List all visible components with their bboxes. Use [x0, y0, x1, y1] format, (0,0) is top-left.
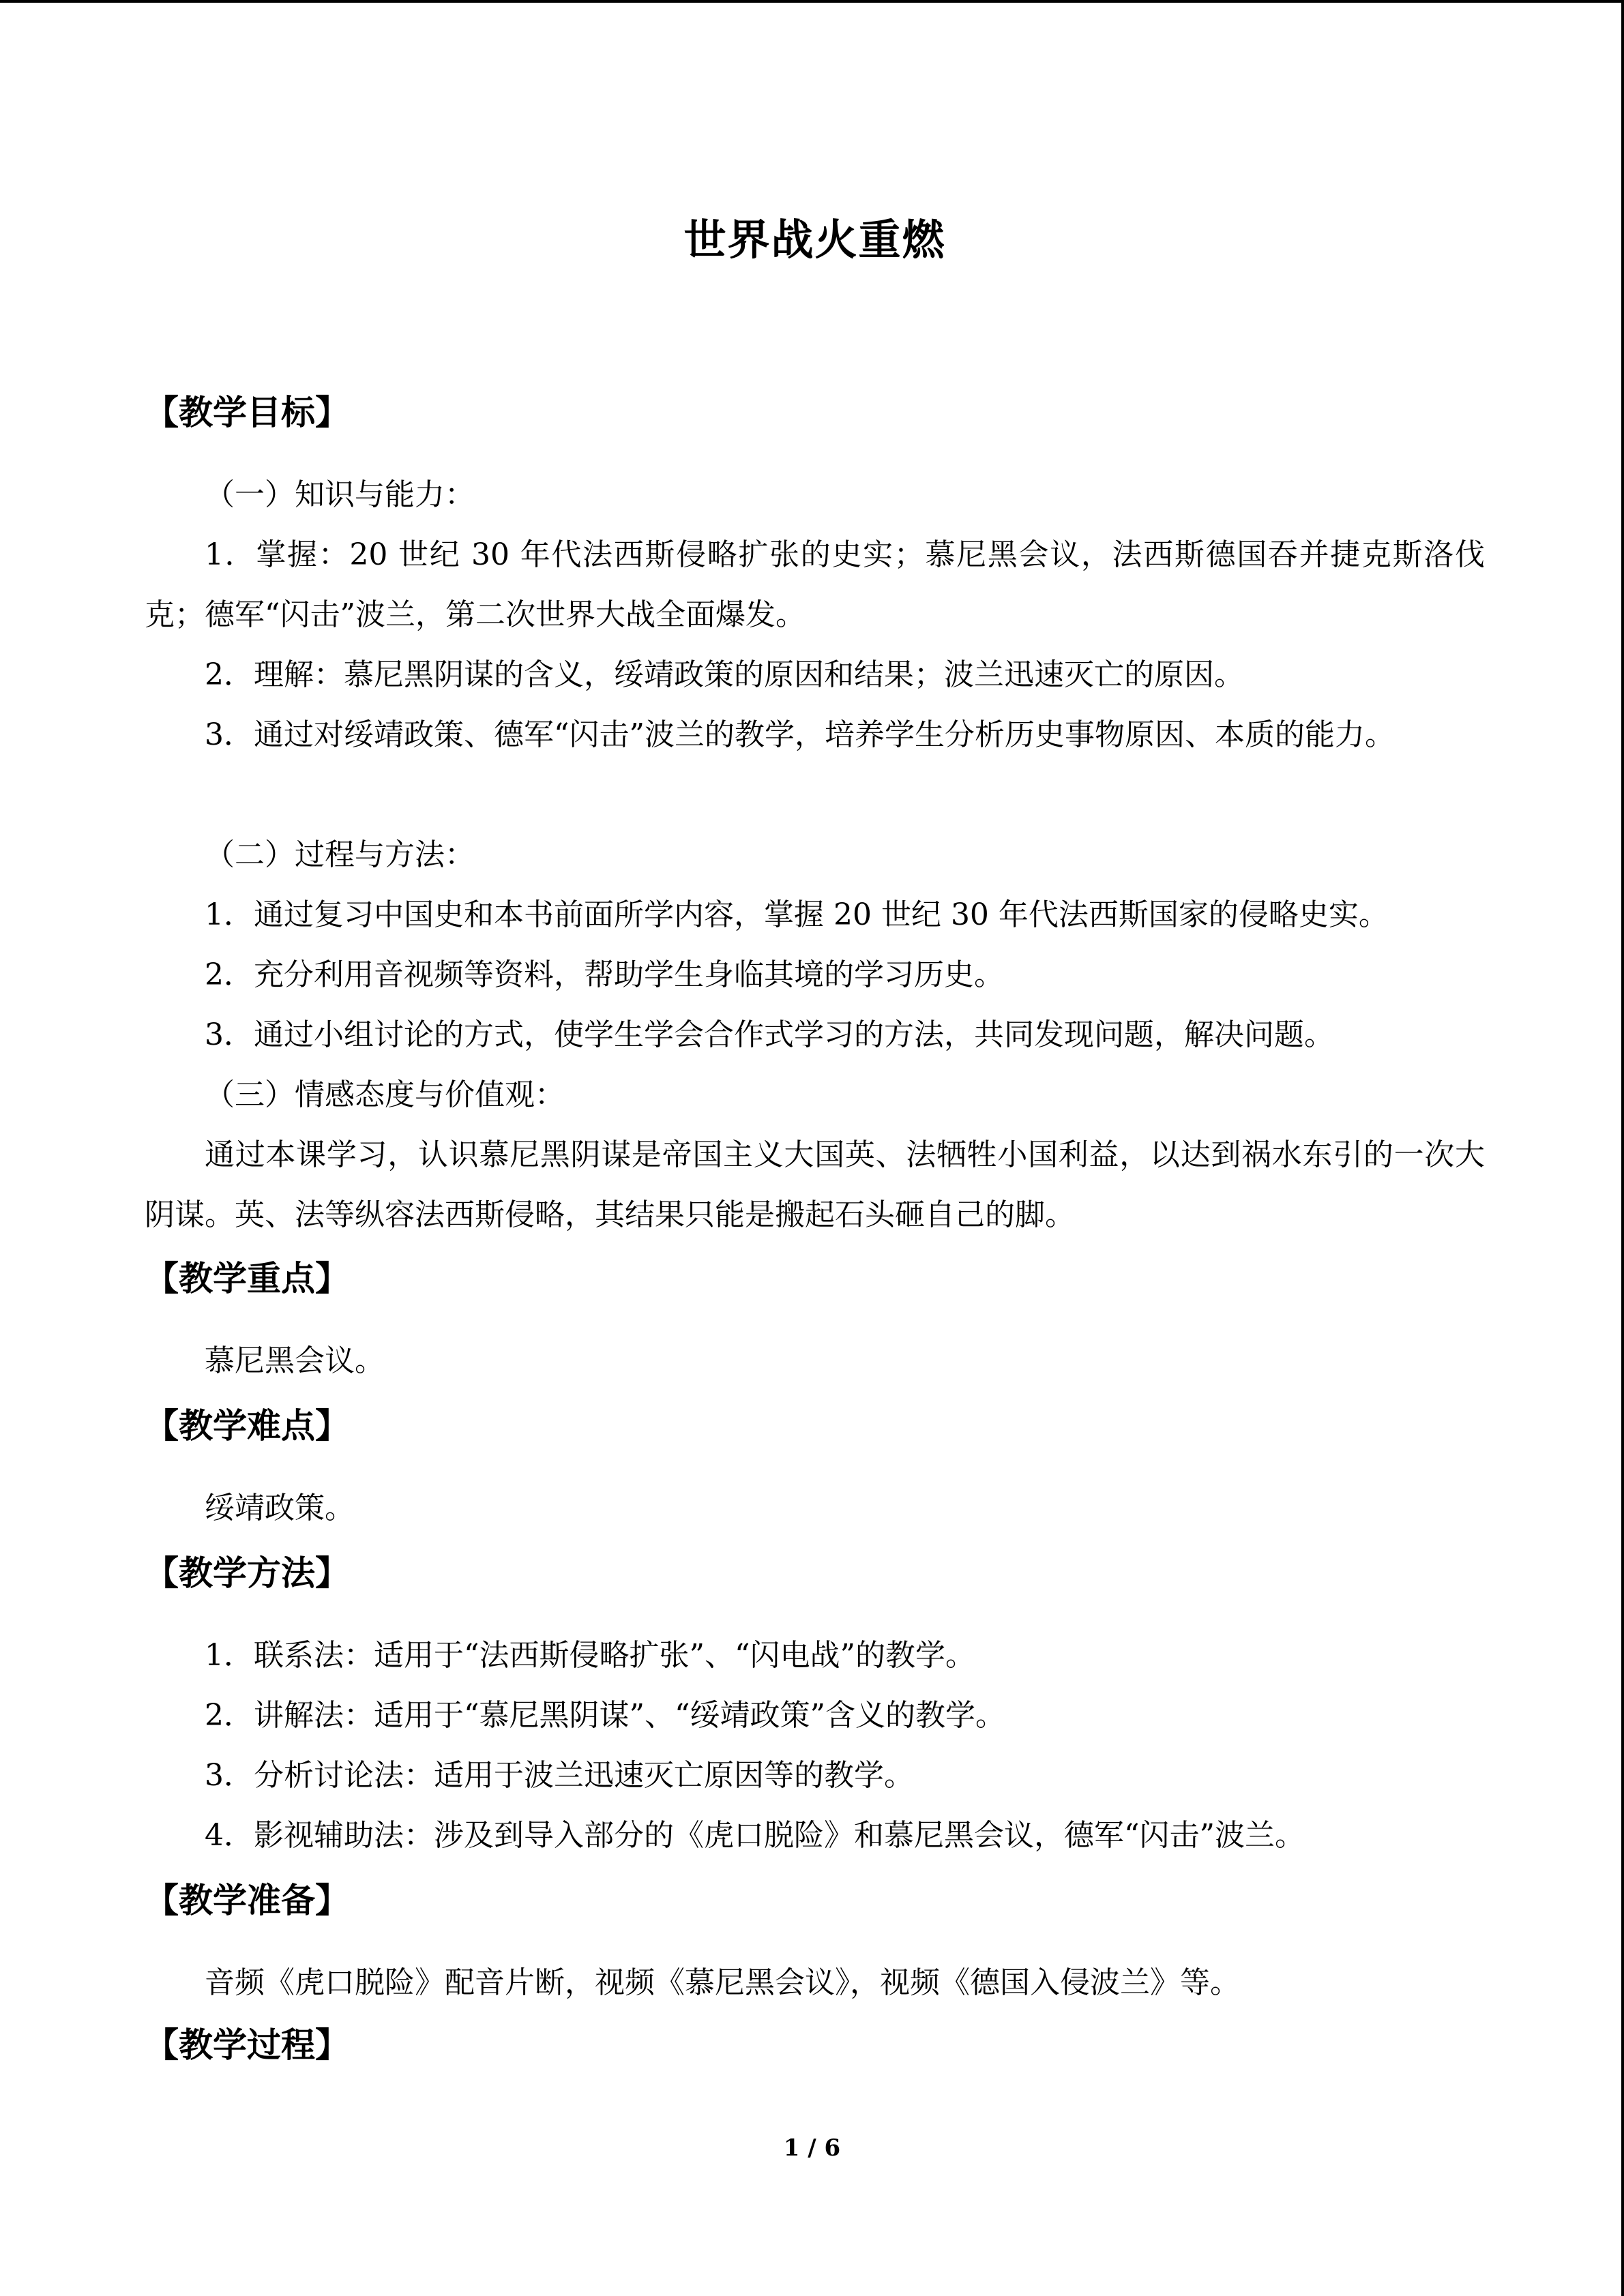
methods-item-3: 3．分析讨论法：适用于波兰迅速灭亡原因等的教学。 [205, 1758, 914, 1793]
heading-preparation: 【教学准备】 [145, 1881, 349, 1920]
heading-methods: 【教学方法】 [145, 1553, 349, 1593]
objectives-item-2: 2．理解：慕尼黑阴谋的含义，绥靖政策的原因和结果；波兰迅速灭亡的原因。 [205, 657, 1244, 692]
objectives-sub-process: （二）过程与方法： [205, 837, 475, 872]
page-edge-right [1621, 0, 1624, 2296]
preparation-text: 音频《虎口脱险》配音片断，视频《慕尼黑会议》，视频《德国入侵波兰》等。 [205, 1965, 1240, 2000]
objectives-item-6: 3．通过小组讨论的方式，使学生学会合作式学习的方法，共同发现问题，解决问题。 [205, 1017, 1334, 1052]
difficulty-text: 绥靖政策。 [205, 1491, 355, 1525]
heading-objectives: 【教学目标】 [145, 393, 349, 432]
methods-item-4: 4．影视辅助法：涉及到导入部分的《虎口脱险》和慕尼黑会议，德军“闪击”波兰。 [205, 1818, 1305, 1853]
page-edge-top [0, 0, 1624, 3]
methods-item-1: 1．联系法：适用于“法西斯侵略扩张”、“闪电战”的教学。 [205, 1638, 975, 1673]
objectives-item-4: 1．通过复习中国史和本书前面所学内容，掌握 20 世纪 30 年代法西斯国家的侵略史实。 [205, 897, 1389, 932]
objectives-sub-values: （三）情感态度与价值观： [205, 1077, 565, 1112]
heading-process: 【教学过程】 [145, 2025, 349, 2065]
methods-item-2: 2．讲解法：适用于“慕尼黑阴谋”、“绥靖政策”含义的教学。 [205, 1698, 1005, 1733]
objectives-item-5: 2．充分利用音视频等资料，帮助学生身临其境的学习历史。 [205, 957, 1004, 992]
objectives-item-1: 1．掌握：20 世纪 30 年代法西斯侵略扩张的史实；慕尼黑会议，法西斯德国吞并捷克斯洛伐克；德军“闪击”波兰，第二次世界大战全面爆发。 [145, 537, 1485, 632]
key-point-text: 慕尼黑会议。 [205, 1343, 385, 1378]
objectives-item-7: 通过本课学习，认识慕尼黑阴谋是帝国主义大国英、法牺牲小国利益，以达到祸水东引的一次大阴谋。英、法等纵容法西斯侵略，其结果只能是搬起石头砸自己的脚。 [145, 1137, 1485, 1232]
heading-key-point: 【教学重点】 [145, 1259, 349, 1298]
objectives-sub-knowledge: （一）知识与能力： [205, 477, 475, 512]
heading-difficulty: 【教学难点】 [145, 1406, 349, 1446]
page-number: 1 / 6 [783, 2134, 841, 2162]
objectives-item-3: 3．通过对绥靖政策、德军“闪击”波兰的教学，培养学生分析历史事物原因、本质的能力。 [205, 717, 1395, 752]
page-title: 世界战火重燃 [683, 215, 946, 265]
